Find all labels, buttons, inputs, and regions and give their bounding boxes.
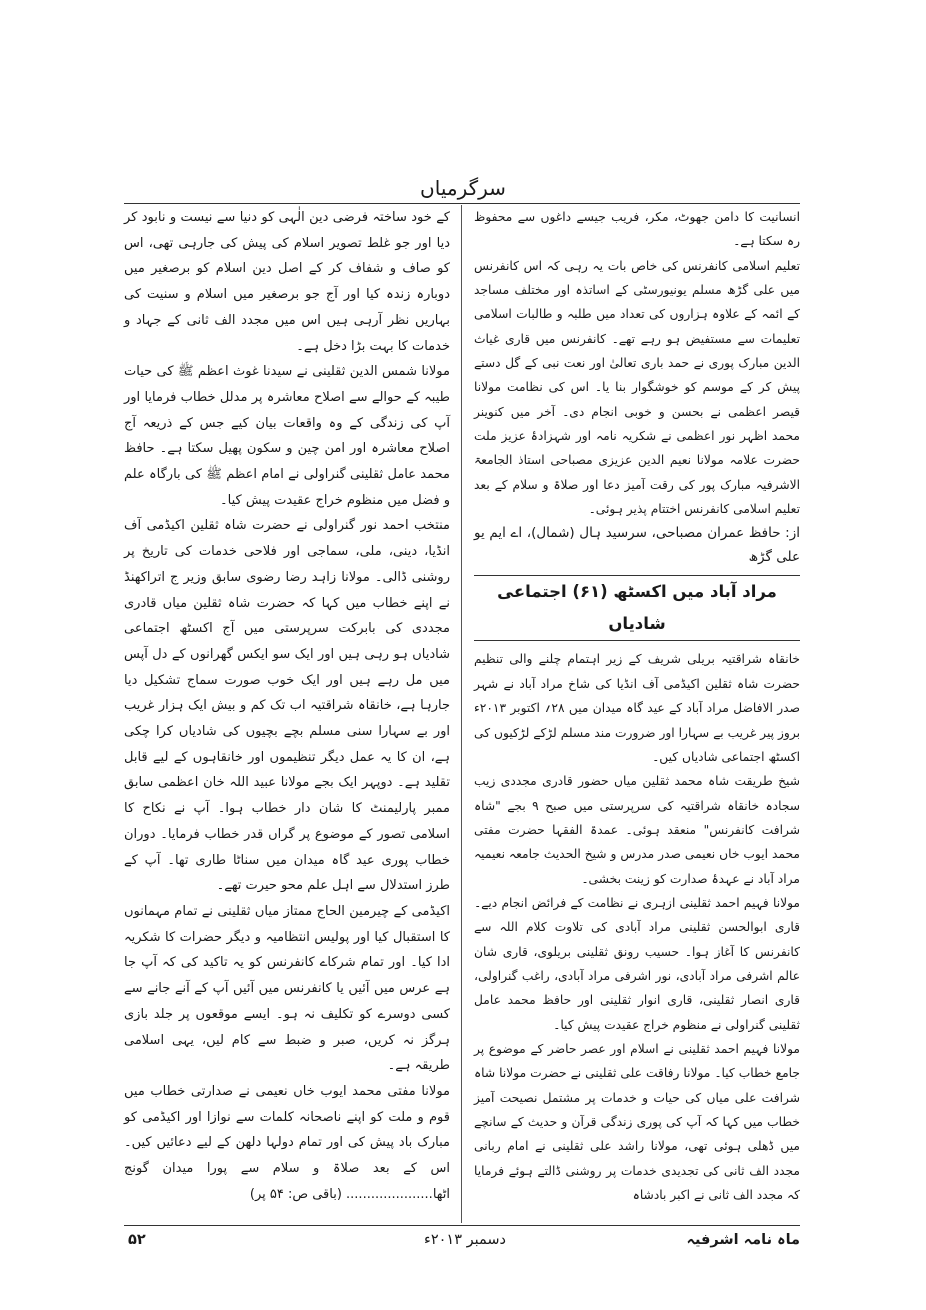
left-column [124, 205, 450, 1207]
right-column [474, 205, 800, 1207]
paragraph: مولانا فہیم احمد ثقلینی ازہری نے نظامت کے فرائض انجام دیے۔ قاری ابوالحسن ثقلینی مراد آبادی کی تلاوت کلام اللہ سے کانفرنس کا آغاز ہوا۔ حسیب رونق ثقلینی بریلوی، قاری شان عالم اشرفی مراد آبادی، نور اشرفی مراد آبادی، راغب گنراولی، قاری انصار ثقلینی، قاری انوار ثقلینی اور حافظ محمد عامل ثقلینی گنراولی نے منظوم خراج عقیدت پیش کیا۔ [474, 895, 800, 1032]
footer-magazine-name: ماہ نامہ اشرفیہ [686, 1232, 800, 1248]
paragraph: مولانا شمس الدین ثقلینی نے سیدنا غوث اعظم ﷺ کی حیات طیبہ کے حوالے سے اصلاح معاشرہ پر مدلل خطاب فرمایا اور آپ کی زندگی کے وہ واقعات بیان کیے جس کے ذریعہ آج اصلاح معاشرہ اور امن چین و سکون پھیل سکتا ہے۔ حافظ محمد عامل ثقلینی گنراولی نے امام اعظم ﷺ کی بارگاہ علم و فضل میں منظوم خراج عقیدت پیش کیا۔ [124, 364, 450, 508]
paragraph: انسانیت کا دامن جھوٹ، مکر، فریب جیسے داغوں سے محفوظ رہ سکتا ہے۔ [474, 210, 800, 249]
paragraph: مولانا فہیم احمد ثقلینی نے اسلام اور عصر حاضر کے موضوع پر جامع خطاب کیا۔ مولانا رفاقت علی ثقلینی نے حضرت مولانا شاہ شرافت علی میاں کی حیات و خدمات پر مشتمل نصیحت آمیز خطاب میں کہا کہ آپ کی پوری زندگی قرآن و حدیث کے سانچے میں ڈھلی ہوئی تھی، مولانا راشد علی ثقلینی نے امام ربانی مجدد الف ثانی کی تجدیدی خدمات پر روشنی ڈالتے ہوئے فرمایا کہ مجدد الف ثانی نے اکبر بادشاہ [474, 1041, 800, 1203]
footer-issue-date: دسمبر ۲۰۱۳ء [424, 1232, 506, 1248]
column-divider [461, 205, 462, 1223]
paragraph: منتخب احمد نور گنراولی نے حضرت شاہ ثقلین اکیڈمی آف انڈیا، دینی، ملی، سماجی اور فلاحی خدمات کی تاریخ پر روشنی ڈالی۔ مولانا زاہد رضا رضوی سابق وزیر ج اتراکھنڈ نے اپنے خطاب میں کہا کہ حضرت شاہ ثقلین میاں قادری مجددی کی بابرکت سرپرستی میں آج اکسٹھ اجتماعی شادیاں ہو رہی ہیں اور ایک سو ایکس گھرانوں کے دل آپس میں مل رہے ہیں اور ایک خوب صورت سماج تشکیل دیا جارہا ہے، خانقاہ شراقتیہ اب تک کم و بیش ایک ہزار غریب اور بے سہارا سنی مسلم بچے بچیوں کی شادیاں کرا چکی ہے، ان کا یہ عمل دیگر تنظیموں اور خانقاہوں کے لیے قابل تقلید ہے۔ دوپہر ایک بجے مولانا عبید اللہ خان اعظمی سابق ممبر پارلیمنٹ کا شان دار خطاب ہوا۔ آپ نے نکاح کا اسلامی تصور کے موضوع پر گراں قدر خطاب فرمایا۔ دوران خطاب پوری عید گاہ میدان میں سناٹا طاری تھا۔ آپ کے طرز استدلال سے اہل علم محو حیرت تھے۔ [124, 518, 450, 894]
paragraph: خانقاہ شراقتیہ بریلی شریف کے زیر اہتمام چلنے والی تنظیم حضرت شاہ ثقلین اکیڈمی آف انڈیا کی شاخ مراد آباد نے شہر صدر الافاضل مراد آباد کے عید گاہ میدان میں ۲۸؍ اکتوبر ۲۰۱۳ء بروز پیر غریب بے سہارا اور ضرورت مند مسلم لڑکے لڑکیوں کی اکسٹھ اجتماعی شادیاں کیں۔ [474, 652, 800, 764]
article-byline: از: حافظ عمران مصباحی، سرسید ہال (شمال)، اے ایم یو علی گڑھ [474, 525, 800, 566]
page-header-title: سرگرمیاں [420, 176, 506, 200]
paragraph: اکیڈمی کے چیرمین الحاج ممتاز میاں ثقلینی نے تمام مہمانوں کا استقبال کیا اور پولیس انتظامیہ و دیگر حضرات کا شکریہ ادا کیا۔ اور تمام شرکاے کانفرنس کو یہ تاکید کی کہ آپ جا ہے عرس میں آئیں یا کانفرنس میں آئیں آپ کے آنے جانے سے کسی دوسرے کو تکلیف نہ ہو۔ ایسے موقعوں پر جلد بازی ہرگز نہ کریں، صبر و ضبط سے کام لیں، یہی اسلامی طریقہ ہے۔ [124, 903, 450, 1074]
header-rule [124, 203, 800, 204]
paragraph: شیخ طریقت شاہ محمد ثقلین میاں حضور قادری مجددی زیب سجادہ خانقاہ شراقتیہ کی سرپرستی میں صبح ۹ بجے "شاہ شرافت کانفرنس" منعقد ہوئی۔ عمدۃ الفقہا حضرت مفتی محمد ایوب خاں نعیمی صدر مدرس و شیخ الحدیث جامعہ نعیمیہ مراد آباد نے عہدۂ صدارت کو زینت بخشی۔ [474, 774, 800, 886]
section-title: مراد آباد میں اکسٹھ (۶۱) اجتماعی شادیاں [474, 575, 800, 641]
footer-rule [124, 1225, 800, 1226]
footer-page-number: ۵۲ [128, 1232, 146, 1248]
paragraph: کے خود ساختہ فرضی دین الٰہی کو دنیا سے نیست و نابود کر دیا اور جو غلط تصویر اسلام کی پیش کی جارہی تھی، اس کو صاف و شفاف کر کے اصل دین اسلام کو برصغیر میں دوبارہ زندہ کیا اور آج جو برصغیر میں اسلام و سنیت کی بہاریں نظر آرہی ہیں اس میں مجدد الف ثانی کے جہاد و خدمات کا بہت بڑا دخل ہے۔ [124, 210, 450, 354]
paragraph: تعلیم اسلامی کانفرنس کی خاص بات یہ رہی کہ اس کانفرنس میں علی گڑھ مسلم یونیورسٹی کے اساتذہ اور مختلف مساجد کے ائمہ کے علاوہ ہزاروں کی تعداد میں طلبہ و طالبات اسلامی تعلیمات سے مستفیض ہو رہے تھے۔ کانفرنس میں قاری غیاث الدین مبارک پوری نے حمد باری تعالیٰ اور نعت نبی کے گل دستے پیش کر کے موسم کو خوشگوار بنا یا۔ اس کی نظامت مولانا قیصر اعظمی نے بحسن و خوبی انجام دی۔ آخر میں کنوینر محمد اظہر نور اعظمی نے شکریہ نامہ اور شہزادۂ عزیز ملت حضرت علامہ مولانا نعیم الدین عزیزی مصباحی استاذ الجامعۃ الاشرفیہ مبارک پور کی رقت آمیز دعا اور صلاۃ و سلام کے بعد تعلیم اسلامی کانفرنس اختتام پذیر ہوئی۔ [474, 258, 800, 517]
paragraph: مولانا مفتی محمد ایوب خاں نعیمی نے صدارتی خطاب میں قوم و ملت کو اپنے ناصحانہ کلمات سے نوازا اور اکیڈمی کو مبارک باد پیش کی اور تمام دولہا دلھن کے لیے دعائیں کیں۔ اس کے بعد صلاۃ و سلام سے پورا میدان گونج اٹھا..................... (باقی ص: ۵۴ پر) [124, 1083, 450, 1202]
